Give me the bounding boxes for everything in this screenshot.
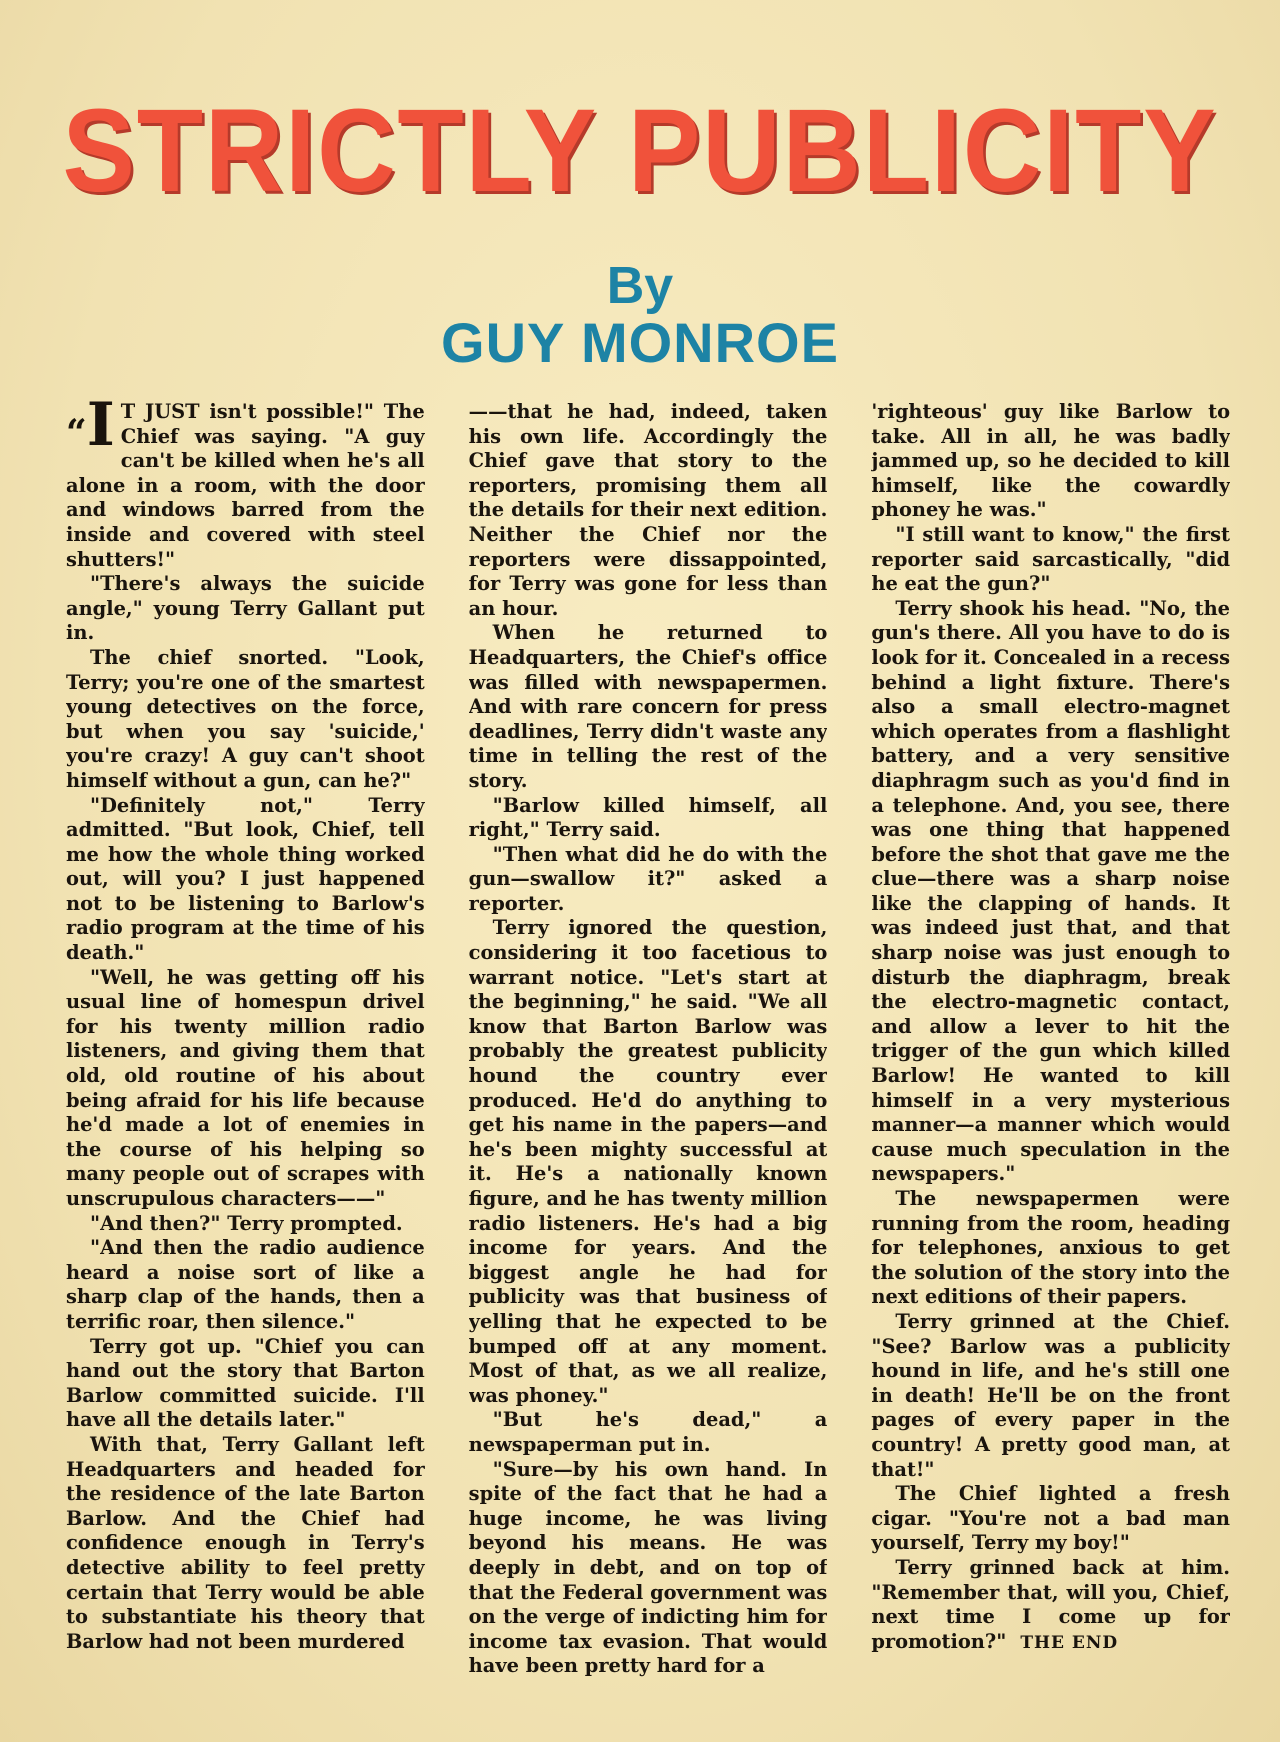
paragraph: Terry grinned at the Chief. "See? Barlow was a publicity hound in life, and he's still one in death! He'll be on the front pages of every paper in the country! A pretty good man, at that!" — [871, 1309, 1231, 1481]
paragraph: "Sure—by his own hand. In spite of the fact that he had a huge income, he was living beyond his means. He was deeply in debt, and on top of that the Federal government was on the verge of indicting him for income tax evasion. That would have been pretty hard for a — [468, 1457, 828, 1678]
paragraph: ——that he had, indeed, taken his own life. Accordingly the Chief gave that story to the reporters, promising them all the details for their next edition. Neither the Chief nor the reporters were dissappointed, for Terry was gone for less than an hour. — [468, 400, 828, 620]
story-title: STRICTLY PUBLICITY — [62, 85, 1218, 217]
column-3 — [871, 400, 1230, 1690]
paragraph: Terry shook his head. "No, the gun's there. All you have to do is look for it. Concealed in a recess behind a light fixture. There's also a small electro-magnet which operates from a flashlight battery, and a very sensitive diaphragm such as you'd find in a telephone. And, you see, there was one thing that happened before the shot that gave me the clue—there was a sharp noise like the clapping of hands. It was indeed just that, and that sharp noise was just enough to disturb the diaphragm, break the electro-magnetic contact, and allow a lever to hit the trigger of the gun which killed Barlow! He wanted to kill himself in a very mysterious manner—a manner which would cause much speculation in the newspapers." — [871, 596, 1231, 1186]
paragraph: "And then?" Terry prompted. — [90, 1211, 403, 1235]
paragraph: With that, Terry Gallant left Headquarters and headed for the residence of the late Barton Barlow. And the Chief had confidence enough in Terry's detective ability to feel pretty certain that Terry would be able to substantiate his theory that Barlow had not been murdered — [66, 1432, 425, 1653]
byline-author: GUY MONROE — [441, 311, 839, 374]
the-end-label: THE END — [1020, 1632, 1119, 1653]
paragraph: "And then the radio audience heard a noise sort of like a sharp clap of the hands, then a terrific roar, then silence." — [66, 1236, 425, 1333]
paragraph: "There's always the suicide angle," young Terry Gallant put in. — [66, 572, 425, 645]
paragraph: "I still want to know," the first reporter said sarcastically, "did he eat the gun?" — [871, 522, 1231, 596]
column-2 — [469, 400, 828, 1690]
byline-by: By — [606, 257, 674, 315]
text-columns — [66, 400, 1230, 1690]
column-1 — [66, 400, 425, 1690]
paragraph: "Well, he was getting off his usual line of homespun drivel for his twenty million radio listeners, and giving them that old, old routine of his about being afraid for his life because he'd made a lot of enemies in the course of his helping so many people out of scrapes with unscrupulous characters——" — [66, 965, 425, 1210]
paragraph: "Barlow killed himself, all right," Terry said. — [468, 793, 828, 842]
paragraph: "Definitely not," Terry admitted. "But look, Chief, tell me how the whole thing worked out, will you? I just happened not to be listening to Barlow's radio program at the time of his death." — [66, 793, 425, 965]
paragraph: "Then what did he do with the gun—swallow it?" asked a reporter. — [468, 842, 828, 915]
drop-cap: “I — [66, 400, 115, 460]
paragraph: Terry got up. "Chief you can hand out the story that Barton Barlow committed suicide. I'll have all the details later." — [66, 1334, 425, 1432]
paragraph: When he returned to Headquarters, the Chief's office was filled with newspapermen. And with rare concern for press deadlines, Terry didn't waste any time in telling the rest of the story. — [468, 621, 828, 792]
paragraph: Terry grinned back at him. "Remember that, will you, Chief, next time I come up for promotion?" THE END — [871, 1555, 1231, 1653]
paragraph: "But he's dead," a newspaperman put in. — [468, 1408, 828, 1456]
paragraph: The chief snorted. "Look, Terry; you're one of the smartest young detectives on the force, but when you say 'suicide,' you're crazy! A guy can't shoot himself without a gun, can he?" — [66, 645, 425, 792]
paragraph: The newspapermen were running from the room, heading for telephones, anxious to get the solution of the story into the next editions of their papers. — [871, 1187, 1231, 1309]
paragraph: “I T JUST isn't possible!" The Chief was saying. "A guy can't be killed when he's all alone in a room, with the door and windows barred from the inside and covered with steel shutters!" — [66, 400, 425, 571]
paragraph: 'righteous' guy like Barlow to take. All in all, he was badly jammed up, so he decided to kill himself, like the cowardly phoney he was." — [871, 400, 1231, 522]
paragraph: The Chief lighted a fresh cigar. "You're not a bad man yourself, Terry my boy!" — [871, 1482, 1231, 1555]
paragraph: Terry ignored the question, considering it too facetious to warrant notice. "Let's start at the beginning," he said. "We all know that Barton Barlow was probably the greatest publicity hound the country ever produced. He'd do anything to get his name in the papers—and he's been mighty successful at it. He's a nationally known figure, and he has twenty million radio listeners. He's had a big income for years. And the biggest angle he had for publicity was that business of yelling that he expected to be bumped off at any moment. Most of that, as we all realize, was phoney." — [468, 916, 828, 1407]
